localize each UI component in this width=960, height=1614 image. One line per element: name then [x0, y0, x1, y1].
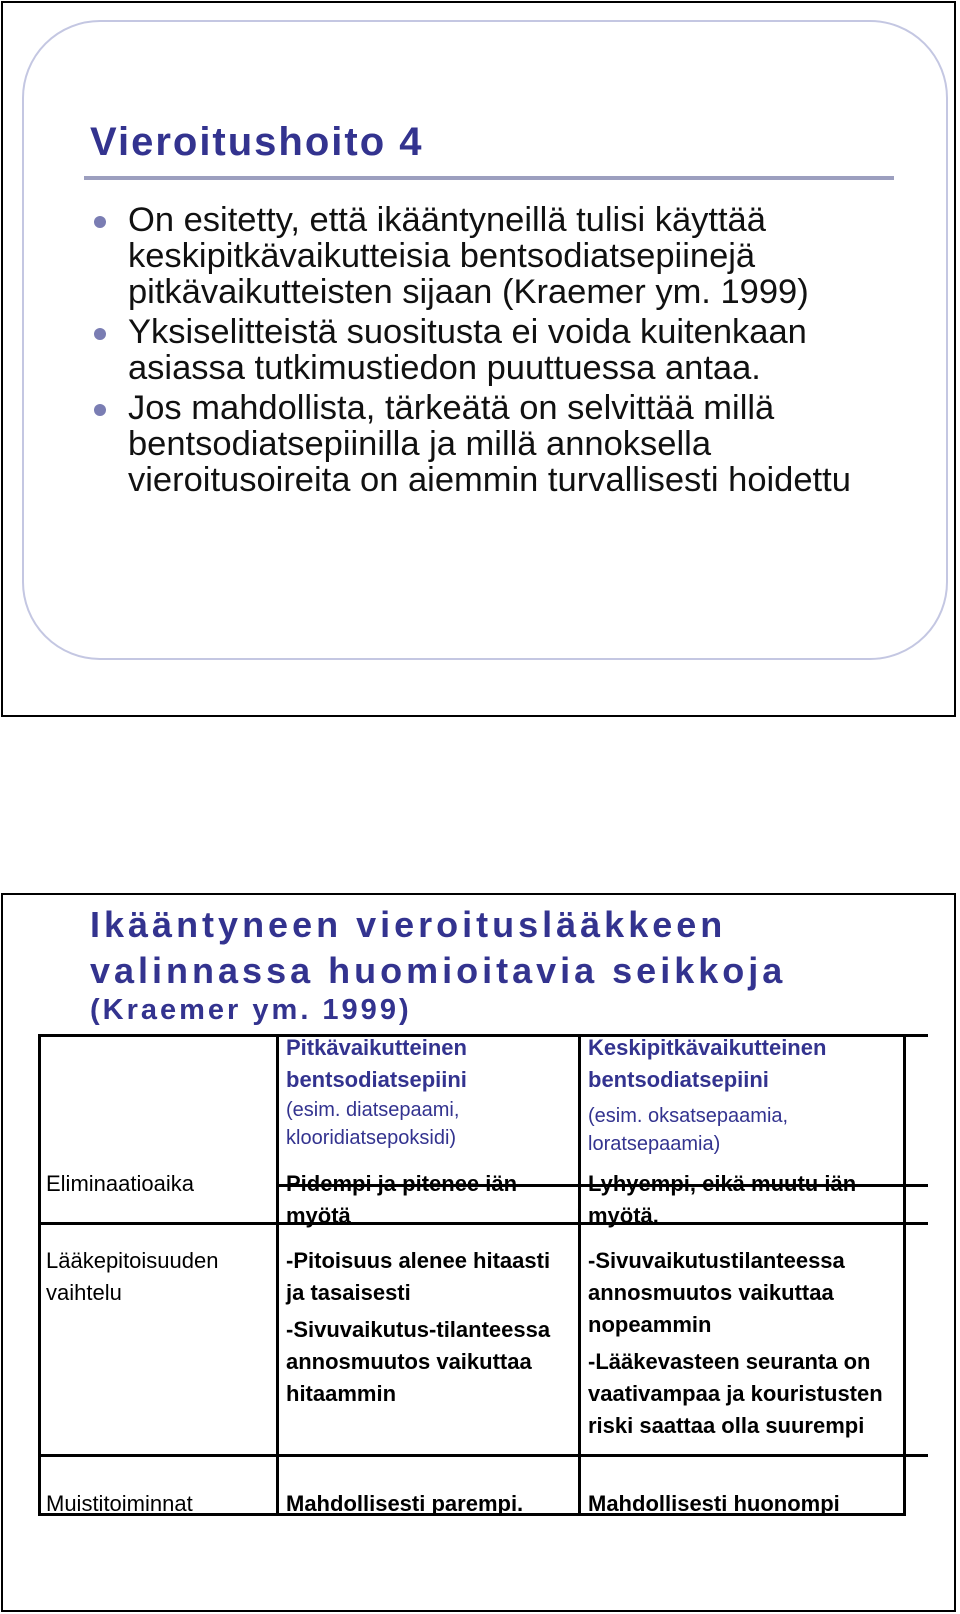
row-3-long-acting [286, 1488, 576, 1520]
bullet-dot-icon [94, 216, 106, 228]
table-rule [276, 1034, 279, 1516]
cell-text: -Pitoisuus alenee hitaasti ja tasaisesti [286, 1248, 551, 1305]
header-medium-acting-example: (esim. oksatsepaamia, loratsepaamia) [588, 1105, 789, 1155]
cell-text: Pidempi ja pitenee iän myötä [286, 1171, 518, 1228]
slide-2-title-line-1: Ikääntyneen vieroituslääkkeen [90, 904, 727, 945]
slide-2-title [90, 902, 910, 1028]
header-long-acting [286, 1032, 571, 1152]
bullet-dot-icon [94, 328, 106, 340]
slide-1-bullet-list [94, 202, 894, 502]
bullet-text: Yksiselitteistä suositusta ei voida kuitenkaan asiassa tutkimustiedon puuttuessa antaa. [128, 313, 807, 387]
row-2-medium-acting [588, 1245, 898, 1442]
row-label: Lääkepitoisuuden vaihtelu [46, 1248, 219, 1305]
cell-text: -Lääkevasteen seuranta on vaativampaa ja kouristusten riski saattaa olla suurempi [588, 1349, 883, 1438]
comparison-table [38, 1034, 928, 1546]
cell-text: -Sivuvaikutustilanteessa annosmuutos vaikuttaa nopeammin [588, 1248, 845, 1337]
title-underline [84, 176, 894, 180]
row-1-long-acting [286, 1168, 571, 1232]
slide-2-title-reference: (Kraemer ym. 1999) [90, 994, 412, 1026]
row-2-long-acting [286, 1245, 571, 1410]
bullet-item [94, 390, 894, 498]
cell-text: Lyhyempi, eikä muutu iän myötä. [588, 1171, 857, 1228]
row-1-medium-acting [588, 1168, 898, 1232]
row-3-medium-acting [588, 1488, 898, 1520]
cell-text: -Sivuvaikutus-tilanteessa annosmuutos vaikuttaa hitaammin [286, 1317, 551, 1406]
header-long-acting-example: (esim. diatsepaami, klooridiatsepoksidi) [286, 1099, 460, 1149]
bullet-dot-icon [94, 404, 106, 416]
bullet-text: On esitetty, että ikääntyneillä tulisi käyttää keskipitkävaikutteisia bentsodiatsepiinejä pitkävaikutteisten sijaan (Kraemer ym. 1999) [128, 201, 809, 311]
header-long-acting-title: Pitkävaikutteinen bentsodiatsepiini [286, 1035, 467, 1092]
table-rule [578, 1034, 581, 1516]
bullet-text: Jos mahdollista, tärkeätä on selvittää millä bentsodiatsepiinilla ja millä annoksella vieroitusoireita on aiemmin turvallisesti hoidettu [128, 389, 851, 499]
table-rule [38, 1454, 928, 1457]
table-rule [903, 1034, 906, 1516]
bullet-item [94, 314, 894, 386]
slide-2-title-line-2: valinnassa huomioitavia seikkoja [90, 950, 787, 991]
cell-text: Mahdollisesti huonompi [588, 1491, 840, 1516]
cell-text: Mahdollisesti parempi. [286, 1491, 524, 1516]
bullet-item [94, 202, 894, 310]
header-medium-acting-title: Keskipitkävaikutteinen bentsodiatsepiini [588, 1035, 827, 1092]
header-medium-acting [588, 1032, 898, 1158]
row-label: Muistitoiminnat [46, 1491, 193, 1516]
slide-1-title: Vieroitushoito 4 [90, 120, 424, 164]
row-label: Eliminaatioaika [46, 1171, 194, 1196]
table-rule [38, 1034, 41, 1516]
